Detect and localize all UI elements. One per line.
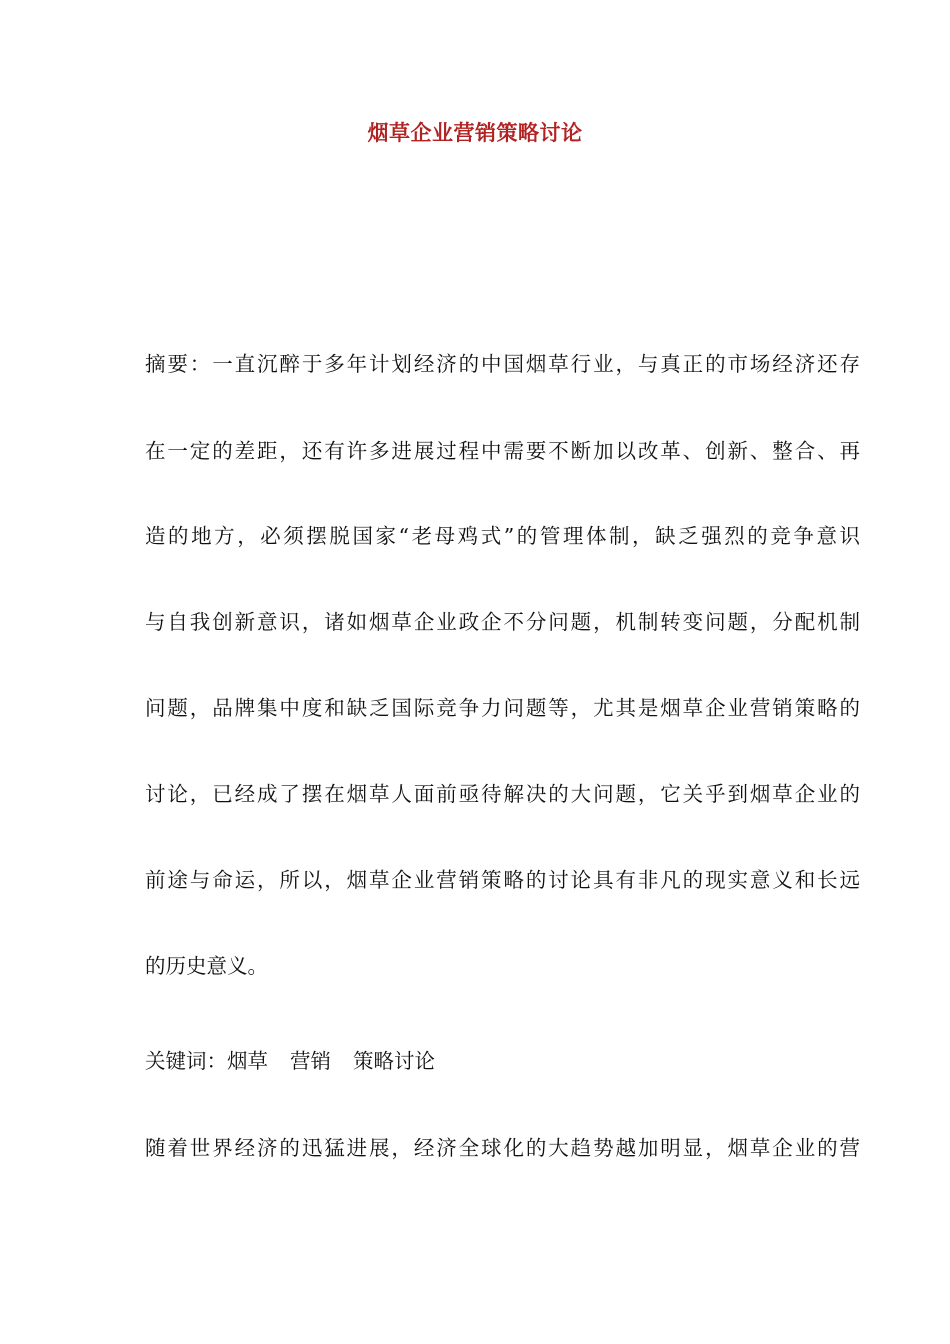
- abstract-line: 讨论，已经成了摆在烟草人面前亟待解决的大问题，它关乎到烟草企业的: [145, 782, 860, 806]
- abstract-line: 与自我创新意识，诸如烟草企业政企不分问题，机制转变问题，分配机制: [145, 610, 860, 634]
- abstract-line: 的历史意义。: [145, 954, 268, 978]
- abstract-line: 在一定的差距，还有许多进展过程中需要不断加以改革、创新、整合、再: [145, 439, 860, 463]
- body-paragraph-line: 随着世界经济的迅猛进展，经济全球化的大趋势越加明显，烟草企业的营: [145, 1136, 860, 1160]
- keyword: 策略讨论: [353, 1049, 435, 1073]
- abstract-line: 造的地方，必须摆脱国家“老母鸡式”的管理体制，缺乏强烈的竞争意识: [145, 524, 860, 548]
- abstract-line: 前途与命运，所以，烟草企业营销策略的讨论具有非凡的现实意义和长远: [145, 868, 860, 892]
- abstract-line: 摘要：一直沉醉于多年计划经济的中国烟草行业，与真正的市场经济还存: [145, 352, 860, 376]
- keywords-line: [145, 1046, 435, 1076]
- keyword: 营销: [290, 1049, 331, 1073]
- document-title: 烟草企业营销策略讨论: [367, 120, 583, 145]
- keyword: 烟草: [227, 1049, 268, 1073]
- keywords-label: 关键词：: [145, 1049, 227, 1073]
- abstract-line: 问题，品牌集中度和缺乏国际竞争力问题等，尤其是烟草企业营销策略的: [145, 696, 860, 720]
